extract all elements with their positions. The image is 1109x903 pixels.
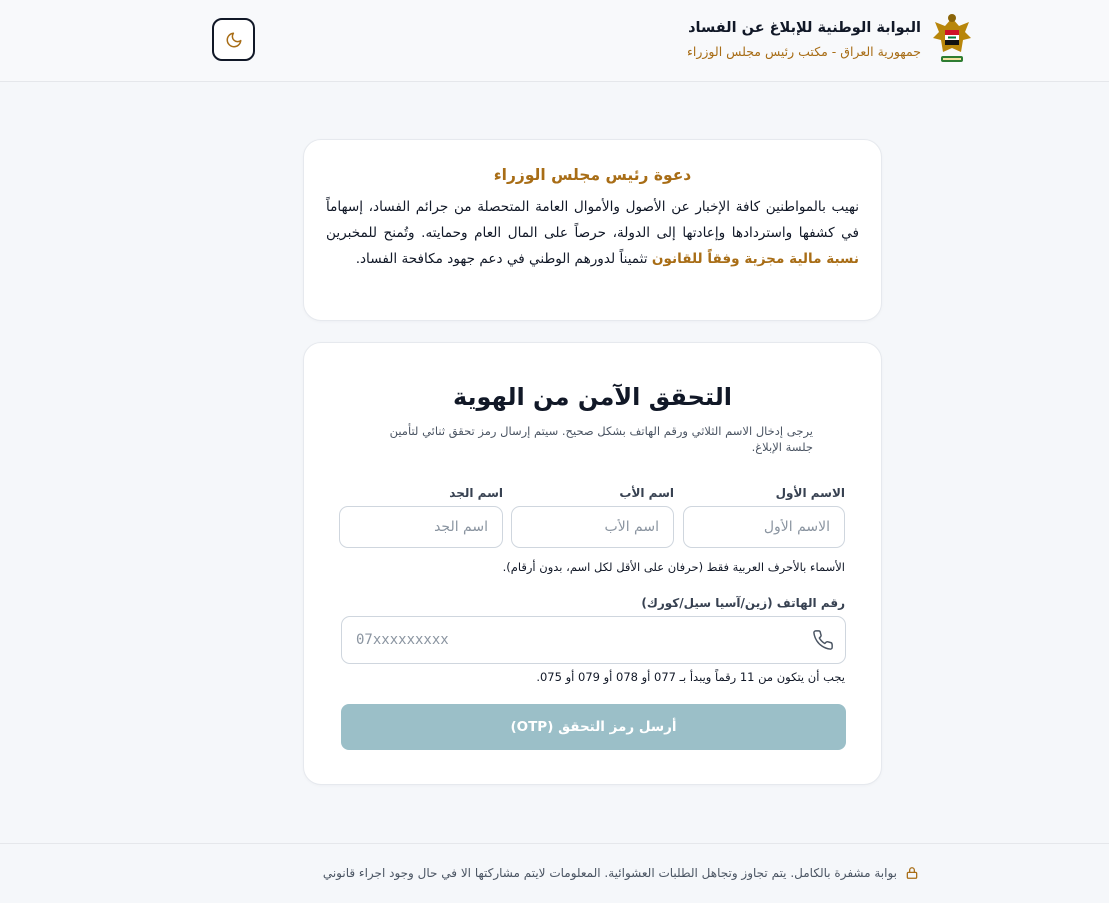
lock-icon	[905, 866, 919, 880]
grandfather-name-input[interactable]	[339, 506, 503, 548]
send-otp-button[interactable]: أرسل رمز التحقق (OTP)	[341, 704, 846, 750]
invitation-highlight: نسبة مالية مجزية وفقاً للقانون	[651, 251, 859, 267]
father-name-input[interactable]	[511, 506, 674, 548]
identity-verification-card	[303, 342, 882, 785]
top-header	[0, 0, 1109, 82]
phone-label: رقم الهاتف (زين/آسيا سيل/كورك)	[641, 596, 845, 610]
theme-toggle-button[interactable]	[212, 18, 255, 61]
invitation-title: دعوة رئيس مجلس الوزراء	[493, 166, 692, 184]
pm-invitation-card	[303, 139, 882, 321]
moon-icon	[225, 31, 243, 49]
verification-description: يرجى إدخال الاسم الثلاثي ورقم الهاتف بشكل صحيح. سيتم إرسال رمز تحقق ثنائي لتأمين جلسة الإبلاغ.	[389, 424, 813, 454]
phone-hint: يجب أن يتكون من 11 رقماً ويبدأ بـ 077 أو 078 أو 079 أو 075.	[536, 670, 845, 684]
site-subtitle: جمهورية العراق - مكتب رئيس مجلس الوزراء	[687, 44, 921, 59]
site-title: البوابة الوطنية للإبلاغ عن الفساد	[688, 20, 921, 36]
phone-icon	[812, 629, 834, 651]
brand	[687, 12, 973, 68]
invitation-body-text: نهيب بالمواطنين كافة الإخبار عن الأصول والأموال العامة المتحصلة من جرائم الفساد، إسهاماً في كشفها واستردادها وإعادتها إلى الدولة، حرصاً على المال العام وحمايته. وتُمنح للمخبرين	[326, 199, 859, 241]
names-hint: الأسماء بالأحرف العربية فقط (حرفان على الأقل لكل اسم، بدون أرقام).	[502, 560, 845, 574]
footer-notice	[323, 866, 919, 880]
grandfather-name-label: اسم الجد	[449, 486, 503, 500]
invitation-body-end: تثميناً لدورهم الوطني في دعم جهود مكافحة الفساد.	[355, 251, 652, 267]
verification-title: التحقق الآمن من الهوية	[452, 383, 732, 411]
phone-field	[341, 616, 846, 664]
iraq-coat-of-arms-icon	[931, 12, 973, 68]
page-footer	[0, 843, 1109, 903]
phone-input[interactable]	[341, 616, 846, 664]
invitation-body	[326, 194, 859, 272]
footer-text: بوابة مشفرة بالكامل. يتم تجاوز وتجاهل الطلبات العشوائية. المعلومات لايتم مشاركتها الا في حال وجود اجراء قانوني	[322, 866, 897, 880]
first-name-label: الاسم الأول	[775, 486, 845, 500]
father-name-label: اسم الأب	[619, 486, 674, 500]
first-name-input[interactable]	[683, 506, 845, 548]
